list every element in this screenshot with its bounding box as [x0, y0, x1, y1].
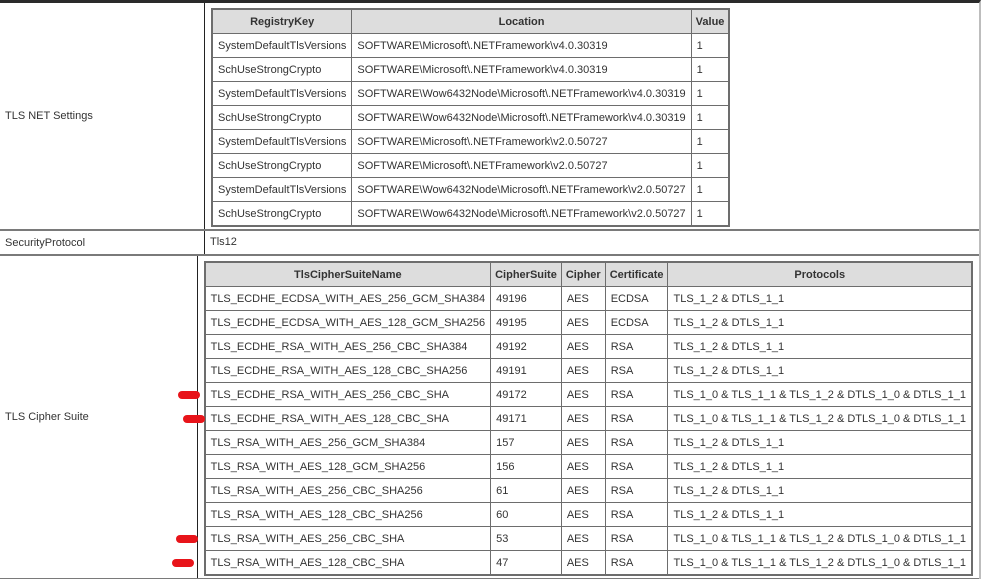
table-row [205, 431, 972, 455]
cell-protocols: TLS_1_0 & TLS_1_1 & TLS_1_2 & DTLS_1_0 & DTLS_1_1 [668, 383, 972, 407]
cell-cipher: AES [561, 359, 605, 383]
table-row [205, 335, 972, 359]
cell-protocols: TLS_1_2 & DTLS_1_1 [668, 503, 972, 527]
cell-value: 1 [691, 130, 729, 154]
cell-cipher-suite-id: 157 [491, 431, 562, 455]
cell-protocols: TLS_1_2 & DTLS_1_1 [668, 455, 972, 479]
table-row [205, 503, 972, 527]
cell-location: SOFTWARE\Microsoft\.NETFramework\v2.0.50727 [352, 154, 691, 178]
cell-cipher-suite-name: TLS_ECDHE_RSA_WITH_AES_128_CBC_SHA256 [205, 359, 491, 383]
table-row [205, 527, 972, 551]
cell-cipher: AES [561, 455, 605, 479]
cell-certificate: RSA [605, 407, 668, 431]
cell-certificate: RSA [605, 479, 668, 503]
cell-registry-key: SystemDefaultTlsVersions [212, 34, 352, 58]
cell-cipher-suite-id: 49196 [491, 287, 562, 311]
row-value [198, 256, 979, 578]
cell-cipher: AES [561, 527, 605, 551]
col-header-location: Location [352, 9, 691, 34]
cell-cipher-suite-id: 53 [491, 527, 562, 551]
cell-cipher-suite-id: 49191 [491, 359, 562, 383]
cell-protocols: TLS_1_2 & DTLS_1_1 [668, 287, 972, 311]
table-row [205, 455, 972, 479]
row-tls-cipher-suite [0, 256, 979, 579]
cell-registry-key: SystemDefaultTlsVersions [212, 178, 352, 202]
table-header-row [205, 262, 972, 287]
table-row [205, 479, 972, 503]
cell-location: SOFTWARE\Microsoft\.NETFramework\v2.0.50727 [352, 130, 691, 154]
cell-value: 1 [691, 58, 729, 82]
cell-cipher-suite-name: TLS_RSA_WITH_AES_128_CBC_SHA256 [205, 503, 491, 527]
table-header-row [212, 9, 729, 34]
cell-cipher: AES [561, 383, 605, 407]
cell-registry-key: SystemDefaultTlsVersions [212, 130, 352, 154]
cell-protocols: TLS_1_0 & TLS_1_1 & TLS_1_2 & DTLS_1_0 & DTLS_1_1 [668, 407, 972, 431]
cell-protocols: TLS_1_0 & TLS_1_1 & TLS_1_2 & DTLS_1_0 & DTLS_1_1 [668, 551, 972, 576]
cell-cipher-suite-id: 49172 [491, 383, 562, 407]
table-row [212, 130, 729, 154]
row-security-protocol [0, 231, 979, 256]
cell-cipher-suite-id: 49171 [491, 407, 562, 431]
cell-cipher-suite-id: 49192 [491, 335, 562, 359]
row-label: TLS Cipher Suite [0, 256, 198, 578]
col-header-registrykey: RegistryKey [212, 9, 352, 34]
row-label: SecurityProtocol [0, 231, 205, 254]
cell-certificate: RSA [605, 551, 668, 576]
col-header-ciphersuite: CipherSuite [491, 262, 562, 287]
cell-certificate: RSA [605, 335, 668, 359]
cell-registry-key: SystemDefaultTlsVersions [212, 82, 352, 106]
row-tls-net-settings [0, 3, 979, 231]
cell-certificate: RSA [605, 359, 668, 383]
table-row [212, 58, 729, 82]
table-row [205, 383, 972, 407]
cell-cipher: AES [561, 431, 605, 455]
cell-protocols: TLS_1_2 & DTLS_1_1 [668, 479, 972, 503]
row-value [205, 3, 979, 229]
red-highlight-mark [176, 535, 198, 543]
cell-cipher: AES [561, 311, 605, 335]
table-row [205, 359, 972, 383]
cell-registry-key: SchUseStrongCrypto [212, 202, 352, 227]
cell-cipher-suite-name: TLS_ECDHE_ECDSA_WITH_AES_256_GCM_SHA384 [205, 287, 491, 311]
col-header-protocols: Protocols [668, 262, 972, 287]
cell-cipher: AES [561, 503, 605, 527]
cell-protocols: TLS_1_2 & DTLS_1_1 [668, 431, 972, 455]
cell-cipher: AES [561, 287, 605, 311]
cell-registry-key: SchUseStrongCrypto [212, 106, 352, 130]
red-highlight-mark [178, 391, 200, 399]
row-label: TLS NET Settings [0, 3, 205, 229]
table-row [212, 178, 729, 202]
cell-cipher-suite-name: TLS_ECDHE_ECDSA_WITH_AES_128_GCM_SHA256 [205, 311, 491, 335]
table-row [205, 287, 972, 311]
cell-protocols: TLS_1_2 & DTLS_1_1 [668, 359, 972, 383]
table-row [205, 407, 972, 431]
table-row [212, 34, 729, 58]
cell-cipher: AES [561, 479, 605, 503]
cell-cipher-suite-name: TLS_RSA_WITH_AES_256_CBC_SHA [205, 527, 491, 551]
cell-location: SOFTWARE\Microsoft\.NETFramework\v4.0.30319 [352, 58, 691, 82]
cell-value: 1 [691, 202, 729, 227]
table-row [205, 551, 972, 576]
cell-protocols: TLS_1_0 & TLS_1_1 & TLS_1_2 & DTLS_1_0 & DTLS_1_1 [668, 527, 972, 551]
cell-cipher-suite-name: TLS_RSA_WITH_AES_128_CBC_SHA [205, 551, 491, 576]
col-header-certificate: Certificate [605, 262, 668, 287]
table-row [212, 154, 729, 178]
cell-location: SOFTWARE\Wow6432Node\Microsoft\.NETFramework\v4.0.30319 [352, 82, 691, 106]
registry-table [211, 8, 730, 227]
cell-location: SOFTWARE\Microsoft\.NETFramework\v4.0.30319 [352, 34, 691, 58]
table-row [212, 106, 729, 130]
red-highlight-mark [172, 559, 194, 567]
cell-value: 1 [691, 178, 729, 202]
cell-value: 1 [691, 82, 729, 106]
cell-cipher: AES [561, 551, 605, 576]
col-header-value: Value [691, 9, 729, 34]
cell-certificate: RSA [605, 527, 668, 551]
cell-location: SOFTWARE\Wow6432Node\Microsoft\.NETFramework\v2.0.50727 [352, 178, 691, 202]
cell-certificate: RSA [605, 431, 668, 455]
red-highlight-mark [183, 415, 205, 423]
cell-value: 1 [691, 106, 729, 130]
cell-certificate: ECDSA [605, 311, 668, 335]
table-row [212, 82, 729, 106]
col-header-cipher: Cipher [561, 262, 605, 287]
cell-cipher-suite-id: 156 [491, 455, 562, 479]
cell-location: SOFTWARE\Wow6432Node\Microsoft\.NETFramework\v4.0.30319 [352, 106, 691, 130]
cell-certificate: ECDSA [605, 287, 668, 311]
security-protocol-value: Tls12 [210, 236, 237, 248]
cell-cipher: AES [561, 407, 605, 431]
cell-cipher-suite-id: 47 [491, 551, 562, 576]
cell-cipher-suite-id: 49195 [491, 311, 562, 335]
table-row [205, 311, 972, 335]
col-header-name: TlsCipherSuiteName [205, 262, 491, 287]
cell-certificate: RSA [605, 503, 668, 527]
cell-cipher-suite-id: 61 [491, 479, 562, 503]
cell-protocols: TLS_1_2 & DTLS_1_1 [668, 311, 972, 335]
cell-protocols: TLS_1_2 & DTLS_1_1 [668, 335, 972, 359]
cell-cipher-suite-id: 60 [491, 503, 562, 527]
cell-cipher-suite-name: TLS_ECDHE_RSA_WITH_AES_256_CBC_SHA384 [205, 335, 491, 359]
cell-cipher: AES [561, 335, 605, 359]
cell-cipher-suite-name: TLS_RSA_WITH_AES_256_GCM_SHA384 [205, 431, 491, 455]
cipher-suite-table [204, 261, 973, 576]
cell-cipher-suite-name: TLS_RSA_WITH_AES_128_GCM_SHA256 [205, 455, 491, 479]
cell-value: 1 [691, 154, 729, 178]
cell-cipher-suite-name: TLS_ECDHE_RSA_WITH_AES_128_CBC_SHA [205, 407, 491, 431]
cell-value: 1 [691, 34, 729, 58]
cell-certificate: RSA [605, 455, 668, 479]
cell-certificate: RSA [605, 383, 668, 407]
table-row [212, 202, 729, 227]
cell-cipher-suite-name: TLS_RSA_WITH_AES_256_CBC_SHA256 [205, 479, 491, 503]
cell-cipher-suite-name: TLS_ECDHE_RSA_WITH_AES_256_CBC_SHA [205, 383, 491, 407]
cell-registry-key: SchUseStrongCrypto [212, 154, 352, 178]
cell-registry-key: SchUseStrongCrypto [212, 58, 352, 82]
cell-location: SOFTWARE\Wow6432Node\Microsoft\.NETFramework\v2.0.50727 [352, 202, 691, 227]
